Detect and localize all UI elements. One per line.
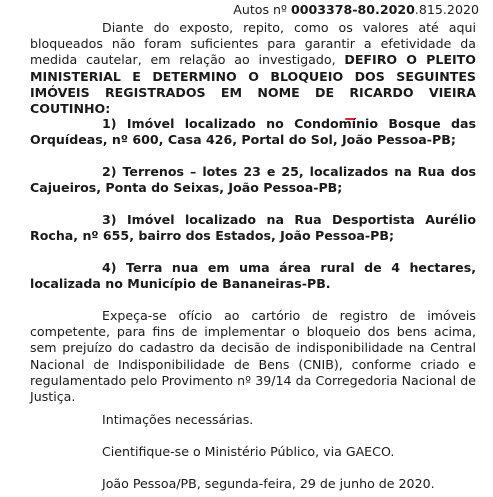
order-paragraph [30,308,476,405]
property-item-text: 1) Imóvel localizado no Condomínio Bosque das Orquídeas, nº 600, Casa 426, Portal do Sol, João Pessoa-PB; [30,116,476,148]
case-number-suffix: .815.2020 [414,2,479,17]
property-item-text: 4) Terra nua em uma área rural de 4 hectares, localizada no Município de Bananeiras-PB. [30,260,476,292]
cientifique-line: Cientifique-se o Ministério Público, via GAECO. [102,444,395,459]
intro-colon: : [105,101,111,117]
property-item-1 [30,116,476,148]
property-item-text: 2) Terrenos – lotes 23 e 25, localizados na Rua dos Cajueiros, Ponta do Seixas, João Pessoa-PB; [30,164,476,196]
investigated-name: RICARDO VIEIRA COUTINHO [30,84,477,117]
intro-decision-text: DEFIRO O PLEITO MINISTERIAL E DETERMINO O BLOQUEIO DOS SEGUINTES IMÓVEIS REGISTRADOS EM NOME DE [30,52,476,100]
intro-paragraph [30,20,476,117]
order-text: Expeça-se ofício ao cartório de registro de imóveis competente, para fins de implementar o bloqueio dos bens acima, sem prejuízo do cadastro da decisão de indisponibilidade na Central Nacional de Indisponibilidade de Bens (CNIB), conforme criado e regulamentado pelo Provimento nº 39/14 da Corregedoria Nacional de Justiça. [30,308,476,405]
property-item-3 [30,212,476,244]
property-item-4 [30,260,476,292]
case-number-header [233,2,479,18]
case-number-prefix: Autos nº [233,2,291,17]
property-item-text: 3) Imóvel localizado na Rua Desportista Aurélio Rocha, nº 655, bairro dos Estados, João Pessoa-PB; [30,212,476,244]
intimacoes-line: Intimações necessárias. [102,412,254,427]
property-item-2 [30,164,476,196]
intro-text: Diante do exposto, repito, como os valores até aqui bloqueados não foram suficientes para garantir a efetividade da medida cautelar, em relação ao investigado, [30,20,476,68]
date-line: João Pessoa/PB, segunda-feira, 29 de junho de 2020. [102,476,435,491]
case-number-bold: 0003378-80.2020 [290,2,415,17]
